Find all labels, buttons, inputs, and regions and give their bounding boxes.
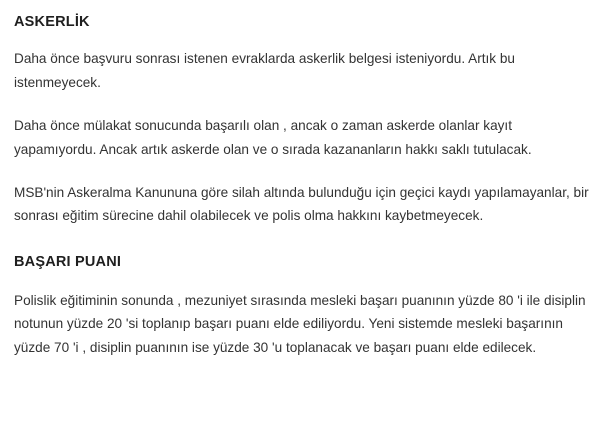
paragraph-askerlik-2: Daha önce mülakat sonucunda başarılı olan , ancak o zaman askerde olanlar kayıt yapamıyordu. Ancak artık askerde olan ve o sırada kazananların hakkı saklı tutulacak. — [14, 118, 532, 157]
section-heading-basari-puani: BAŞARI PUANI — [14, 253, 122, 270]
paragraph-askerlik-1: Daha önce başvuru sonrası istenen evraklarda askerlik belgesi isteniyordu. Artık bu istenmeyecek. — [14, 51, 515, 90]
paragraph-askerlik-3: MSB'nin Askeralma Kanununa göre silah altında bulunduğu için geçici kaydı yapılamayanlar, bir sonrası eğitim sürecine dahil olabilecek ve polis olma hakkını kaybetmeyecek. — [14, 184, 589, 224]
paragraph-basari-puani-1: Polislik eğitiminin sonunda , mezuniyet sırasında mesleki başarı puanının yüzde 80 'i ile disiplin notunun yüzde 20 'si toplanıp başarı puanı elde ediliyordu. Yeni sistemde mesleki başarının yüzde 70 'i , disiplin puanının ise yüzde 30 'u toplanacak ve başarı puanı elde edilecek. — [14, 293, 586, 355]
section-heading-askerlik: ASKERLİK — [14, 14, 90, 30]
